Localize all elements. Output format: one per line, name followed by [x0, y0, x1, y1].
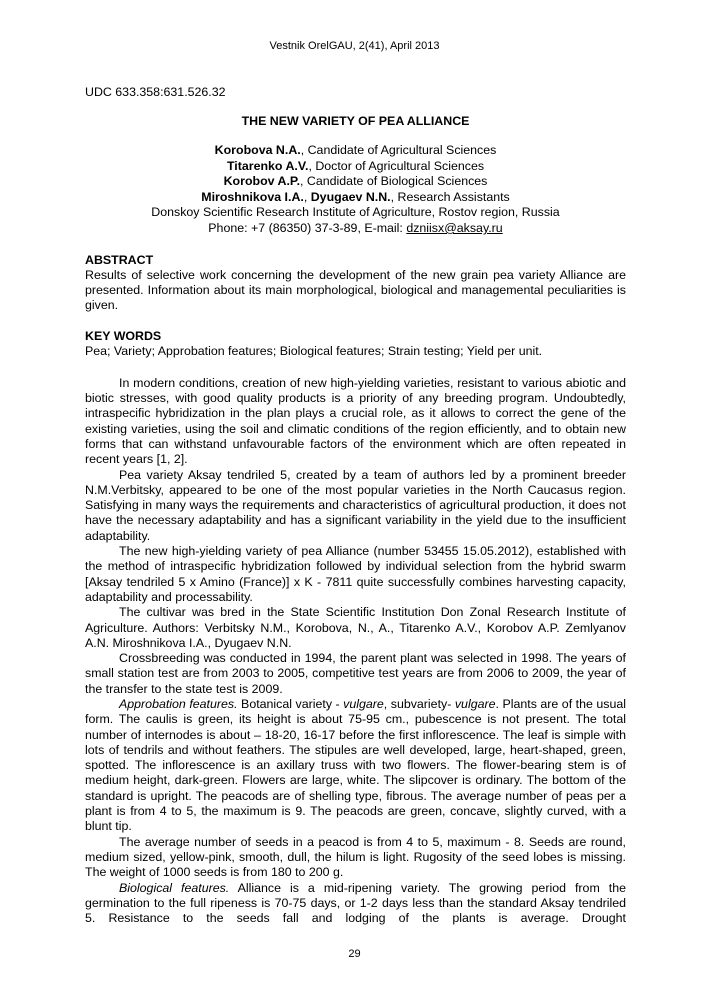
keywords-text: Pea; Variety; Approbation features; Biological features; Strain testing; Yield per unit.	[85, 344, 543, 359]
author-role: , Candidate of Biological Sciences	[300, 174, 488, 189]
author-line	[85, 159, 626, 175]
keywords-heading: KEY WORDS	[85, 329, 162, 344]
body-paragraph: The average number of seeds in a peacod is from 4 to 5, maximum - 8. Seeds are round, medium sized, yellow-pink, smooth, dull, the hilum is light. Rugosity of the seed lobes is missing. The weight of 1000 seeds is from 180 to 200 g.	[85, 834, 626, 880]
body-paragraph: In modern conditions, creation of new high-yielding varieties, resistant to various abiotic and biotic stresses, with good quality products is a priority of any breeding program. Undoubtedly, intraspecific hybridization in the plan plays a crucial role, as it allows to correct the gene of the existing varieties, using the soil and climatic conditions of the region efficiently, and to obtain new forms that can withstand unfavourable factors of the environment which are often repeated in recent years [1, 2].	[85, 375, 626, 467]
author-name: Miroshnikova I.A.	[201, 189, 304, 204]
contact-prefix: Phone: +7 (86350) 37-3-89, E-mail:	[208, 220, 407, 235]
udc-code: UDC 633.358:631.526.32	[85, 85, 226, 99]
author-line	[85, 143, 626, 159]
body-paragraph: The cultivar was bred in the State Scientific Institution Don Zonal Research Institute of Agriculture. Authors: Verbitsky N.M., Korobova, N., A., Titarenko A.V., Korobov A.P. Zemlyanov A.N. Miroshnikova I.A., Dyugaev N.N.	[85, 605, 626, 650]
article	[85, 0, 626, 926]
contact-line	[85, 221, 626, 237]
author-name: Titarenko A.V.	[226, 158, 309, 173]
body-paragraph: The new high-yielding variety of pea Alliance (number 53455 15.05.2012), established with the method of intraspecific hybridization followed by individual selection from the hybrid swarm [Aksay tendriled 5 x Amino (France)] x K - 7811 quite successfully combines harvesting capacity, adaptability and processability.	[85, 544, 626, 604]
author-name: Dyugaev N.N.	[310, 189, 391, 204]
article-title: THE NEW VARIETY OF PEA ALLIANCE	[241, 114, 470, 128]
text-run: Alliance is a mid-ripening variety. The growing period from the germination to the full ripeness is 70-75 days, or 1-2 days less than the standard Aksay tendriled 5. Resistance to the seeds fall and lodging of the plants is average. Drought	[85, 880, 626, 926]
italic-term: vulgare	[454, 696, 496, 711]
institute: Donskoy Scientific Research Institute of Agriculture, Rostov region, Russia	[151, 205, 560, 220]
body-paragraph	[85, 881, 626, 927]
author-name: Korobov A.P.	[223, 174, 301, 189]
text-run: , subvariety-	[383, 696, 455, 711]
email-link[interactable]: dzniisx@aksay.ru	[406, 220, 503, 235]
abstract-text: Results of selective work concerning the development of the new grain pea variety Alliance are presented. Information about its main morphological, biological and managemental peculiarities is given.	[85, 267, 626, 313]
text-run: Botanical variety -	[237, 696, 344, 711]
body-paragraph: Crossbreeding was conducted in 1994, the parent plant was selected in 1998. The years of small station test are from 2003 to 2005, competitive test years are from 2006 to 2009, the year of the transfer to the state test is 2009.	[85, 651, 626, 696]
author-separator: ,	[303, 189, 311, 204]
abstract-heading: ABSTRACT	[85, 252, 154, 267]
author-role: , Candidate of Agricultural Sciences	[300, 143, 497, 157]
author-name: Korobova N.A.	[214, 143, 301, 157]
text-run: . Plants are of the usual form. The caulis is green, its height is about 75-95 cm., pubescence is not present. The total number of internodes is about – 18-20, 16-17 before the first inflorescence. The leaf is simple with lots of tendrils and without feathers. The stipules are well developed, large, heart-shaped, green, spotted. The inflorescence is an axillary truss with two flowers. The flower-bearing stem is of medium height, dark-green. Flowers are large, white. The slipcover is ordinary. The bottom of the standard is upright. The peacods are of shelling type, fibrous. The average number of peas per a plant is from 4 to 5, the maximum is 9. The peacods are green, concave, slightly curved, with a blunt tip.	[85, 696, 626, 834]
running-head: Vestnik OrelGAU, 2(41), April 2013	[269, 40, 440, 52]
author-line	[85, 190, 626, 206]
author-role: , Research Assistants	[390, 189, 510, 204]
author-line	[85, 174, 626, 190]
body-paragraph: Pea variety Aksay tendriled 5, created by a team of authors led by a prominent breeder N.M.Verbitsky, appeared to be one of the most popular varieties in the North Caucasus region. Satisfying in many ways the requirements and characteristics of agricultural production, it does not have the necessary adaptability and has a significant variability in the yield due to the insufficient adaptability.	[85, 467, 626, 543]
page-number: 29	[348, 948, 361, 960]
body-paragraph	[85, 697, 626, 835]
italic-term: vulgare	[343, 696, 384, 711]
section-lead: Biological features.	[119, 880, 230, 895]
author-role: , Doctor of Agricultural Sciences	[308, 158, 485, 173]
section-lead: Approbation features.	[119, 696, 238, 711]
author-block	[85, 143, 626, 237]
